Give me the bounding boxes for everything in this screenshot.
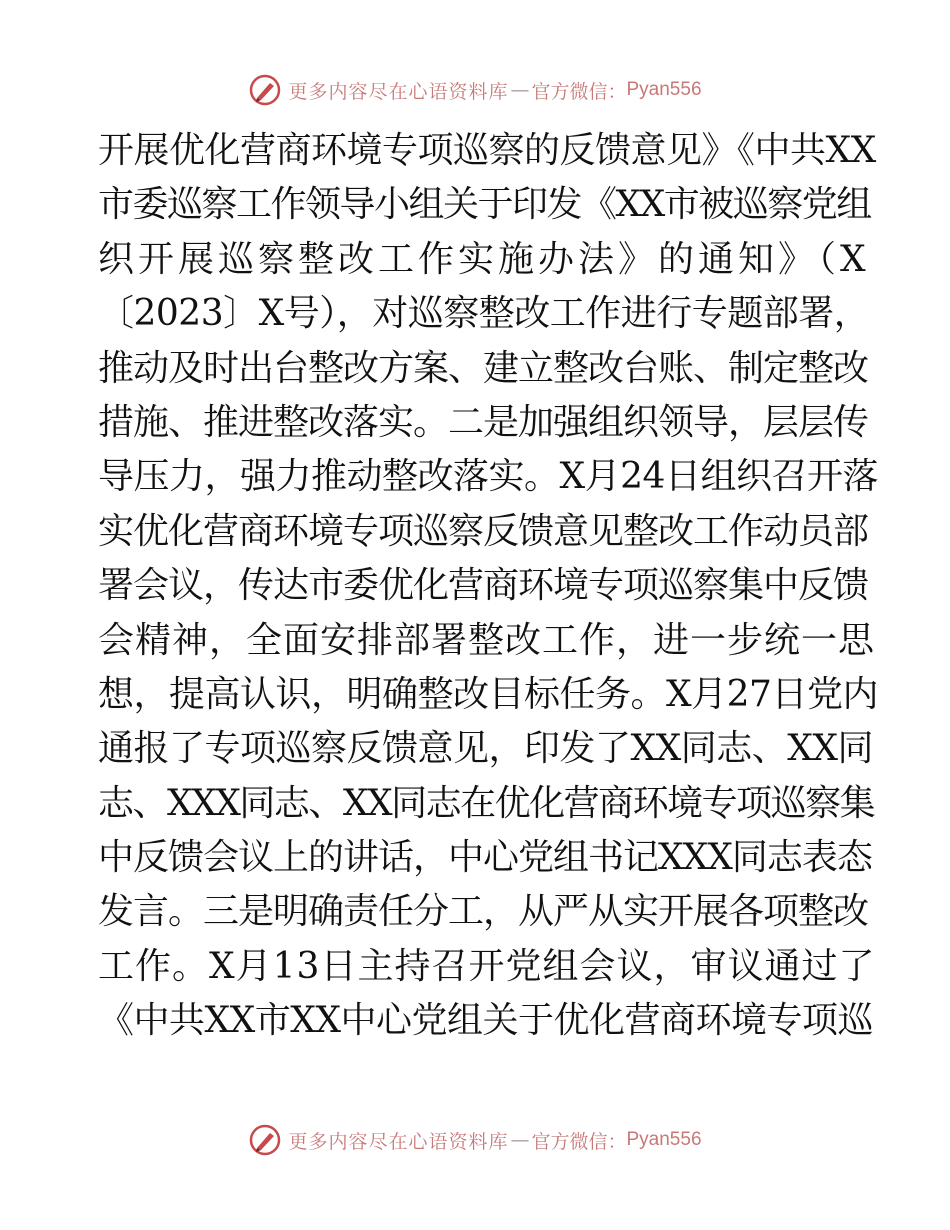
body-line: 导压力，强力推动整改落实。X月24日组织召开落	[98, 456, 878, 498]
body-line: 推动及时出台整改方案、建立整改台账、制定整改	[98, 347, 869, 389]
document-body	[98, 124, 878, 1049]
body-line: 工作。X月13日主持召开党组会议，审议通过了	[98, 945, 876, 987]
body-line: 发言。三是明确责任分工，从严从实开展各项整改	[98, 891, 869, 933]
body-line: 想，提高认识，明确整改目标任务。X月27日党内	[98, 673, 878, 715]
body-line: 通报了专项巡察反馈意见，印发了XX同志、XX同	[98, 728, 874, 770]
body-line: 开展优化营商环境专项巡察的反馈意见》《中共XX	[98, 130, 876, 171]
watermark-separator: —	[510, 1129, 530, 1151]
body-line: 中反馈会议上的讲话，中心党组书记XXX同志表态	[98, 837, 872, 879]
body-line: 《中共XX市XX中心党组关于优化营商环境专项巡	[98, 1000, 874, 1042]
watermark-official-label: 官方微信：	[531, 1130, 627, 1153]
watermark-wechat-id: Pyan556	[626, 79, 702, 100]
watermark-separator: —	[510, 79, 530, 101]
pen-logo-icon	[248, 73, 282, 107]
body-line: 织开展巡察整改工作实施办法》的通知》（X	[98, 238, 870, 280]
body-line: 会精神，全面安排部署整改工作，进一步统一思	[98, 619, 876, 661]
body-line: 署会议，传达市委优化营商环境专项巡察集中反馈	[98, 565, 869, 607]
body-line: 志、XXX同志、XX同志在优化营商环境专项巡察集	[98, 782, 875, 824]
header-watermark	[0, 70, 950, 110]
body-line: 〔2023〕X号），对巡察整改工作进行专题部署，	[98, 293, 870, 335]
pen-logo-icon	[248, 1123, 282, 1157]
body-line: 实优化营商环境专项巡察反馈意见整改工作动员部	[98, 510, 869, 552]
watermark-official-label: 官方微信：	[531, 80, 627, 103]
watermark-text: 更多内容尽在心语资料库	[288, 80, 509, 103]
body-line: 措施、推进整改落实。二是加强组织领导，层层传	[98, 401, 869, 443]
body-line: 市委巡察工作领导小组关于印发《XX市被巡察党组	[98, 184, 871, 226]
footer-watermark	[0, 1120, 950, 1160]
watermark-wechat-id: Pyan556	[626, 1129, 702, 1150]
watermark-text: 更多内容尽在心语资料库	[288, 1130, 509, 1153]
